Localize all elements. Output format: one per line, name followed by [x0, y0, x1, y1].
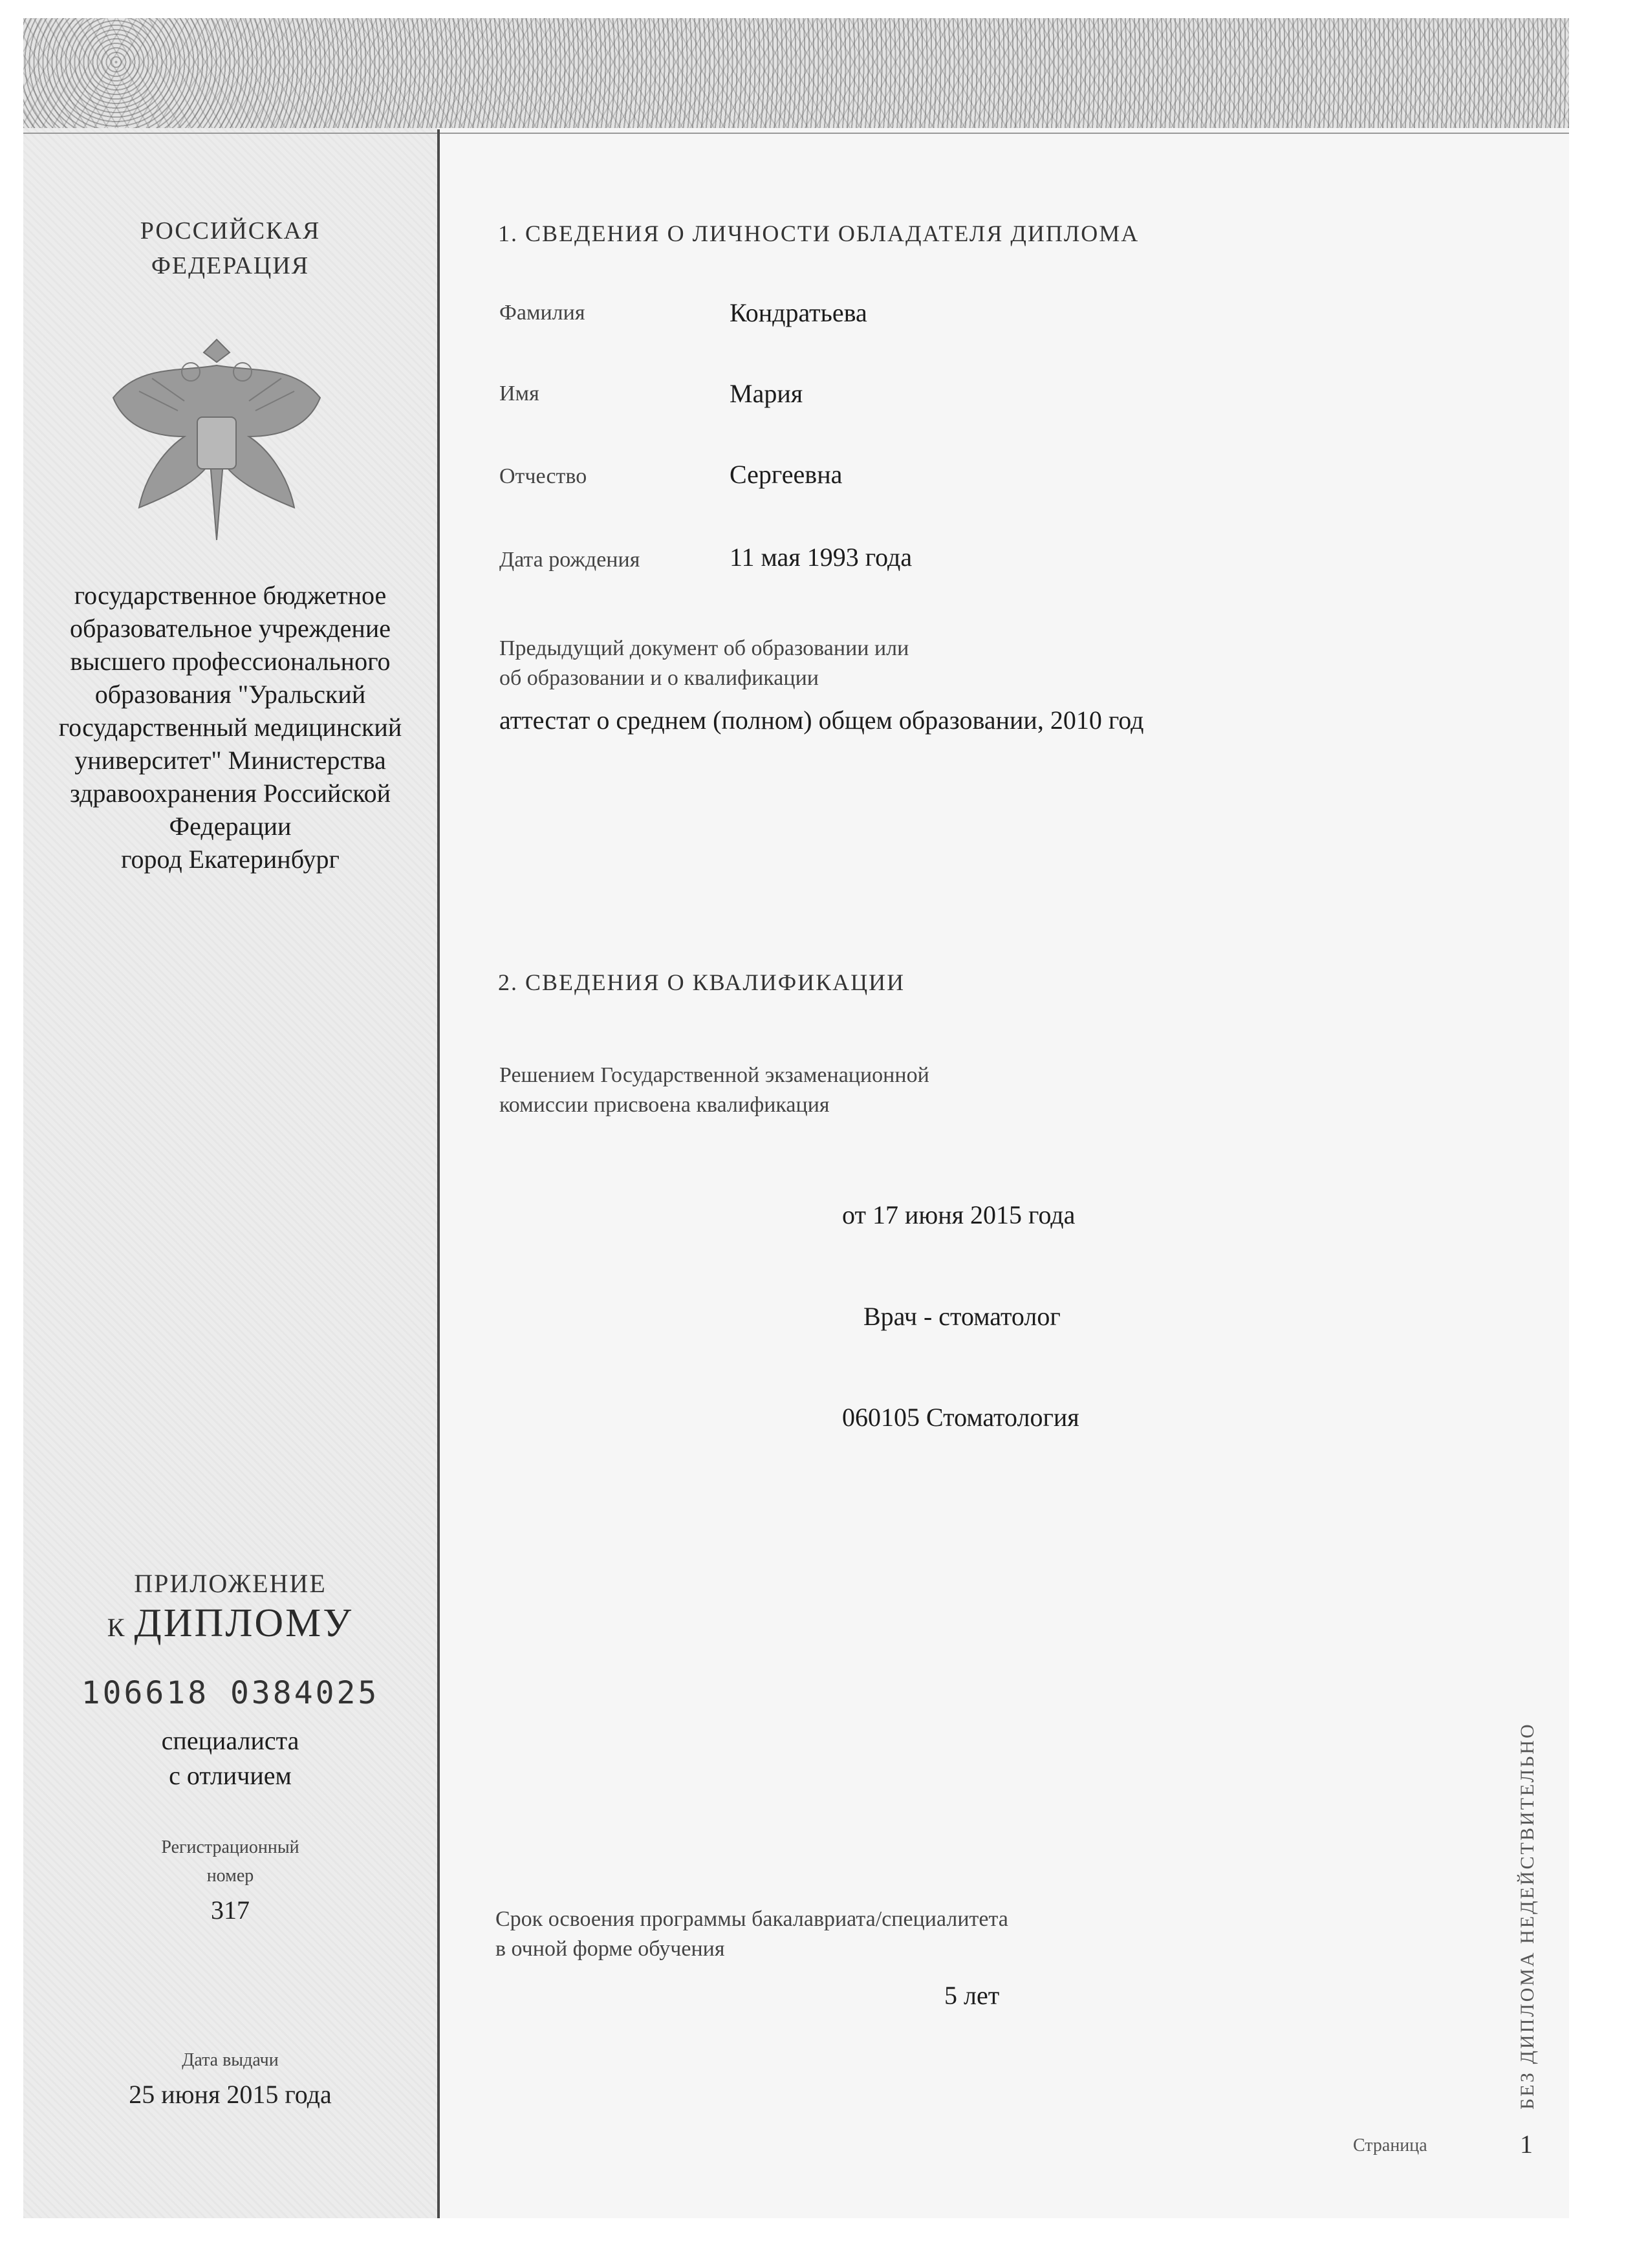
duration-label: Срок освоения программы бакалавриата/специалитета в очной форме обучения — [495, 1907, 1008, 1961]
prev-doc-label: Предыдущий документ об образовании или об образовании и о квалификации — [499, 636, 909, 690]
dob-label: Дата рождения — [499, 548, 640, 572]
section2-title: 2. СВЕДЕНИЯ О КВАЛИФИКАЦИИ — [498, 969, 905, 995]
name-value: Мария — [730, 379, 803, 408]
name-label: Имя — [499, 382, 539, 405]
divider-vertical — [437, 129, 440, 2218]
surname-value: Кондратьева — [730, 298, 867, 327]
invalid-without-diploma-stamp: БЕЗ ДИПЛОМА НЕДЕЙСТВИТЕЛЬНО — [1517, 1722, 1538, 2110]
surname-label: Фамилия — [499, 301, 585, 325]
page-label: Страница — [1353, 2135, 1427, 2155]
section1-title: 1. СВЕДЕНИЯ О ЛИЧНОСТИ ОБЛАДАТЕЛЯ ДИПЛОМА — [498, 221, 1140, 246]
qualification-title: Врач - стоматолог — [863, 1302, 1061, 1331]
to-diploma-heading — [23, 1601, 437, 1647]
specialty: 060105 Стоматология — [842, 1403, 1079, 1432]
qualification-date: от 17 июня 2015 года — [842, 1200, 1076, 1229]
issue-date: 25 июня 2015 года — [129, 2080, 332, 2109]
divider-top — [23, 133, 1569, 134]
degree-level: специалиста с отличием — [161, 1726, 299, 1790]
patronymic-label: Отчество — [499, 464, 587, 488]
page-number: 1 — [1520, 2130, 1533, 2159]
diploma-number: 106618 0384025 — [81, 1675, 380, 1711]
prev-doc-value: аттестат о среднем (полном) общем образовании, 2010 год — [499, 706, 1144, 735]
to-prefix: К — [107, 1613, 127, 1642]
duration-value: 5 лет — [944, 1981, 1000, 2010]
russian-coat-of-arms-icon — [100, 327, 333, 546]
decision-text: Решением Государственной экзаменационной комиссии присвоена квалификация — [499, 1063, 929, 1117]
registration-label: Регистрационный номер — [161, 1837, 299, 1886]
country-name: РОССИЙСКАЯ ФЕДЕРАЦИЯ — [140, 217, 321, 279]
issue-date-label: Дата выдачи — [182, 2050, 279, 2070]
appendix-heading: ПРИЛОЖЕНИЕ — [134, 1569, 327, 1598]
dob-value: 11 мая 1993 года — [730, 543, 913, 572]
registration-number: 317 — [211, 1895, 250, 1925]
patronymic-value: Сергеевна — [730, 460, 843, 489]
guilloche-pattern — [23, 18, 1569, 128]
university-name: государственное бюджетное образовательное учреждение высшего профессионального образования "Уральский государственный медицинский университет" Министерства здравоохранения Российской Федерации город Екатеринбург — [58, 581, 402, 874]
diploma-word: ДИПЛОМУ — [134, 1601, 354, 1645]
